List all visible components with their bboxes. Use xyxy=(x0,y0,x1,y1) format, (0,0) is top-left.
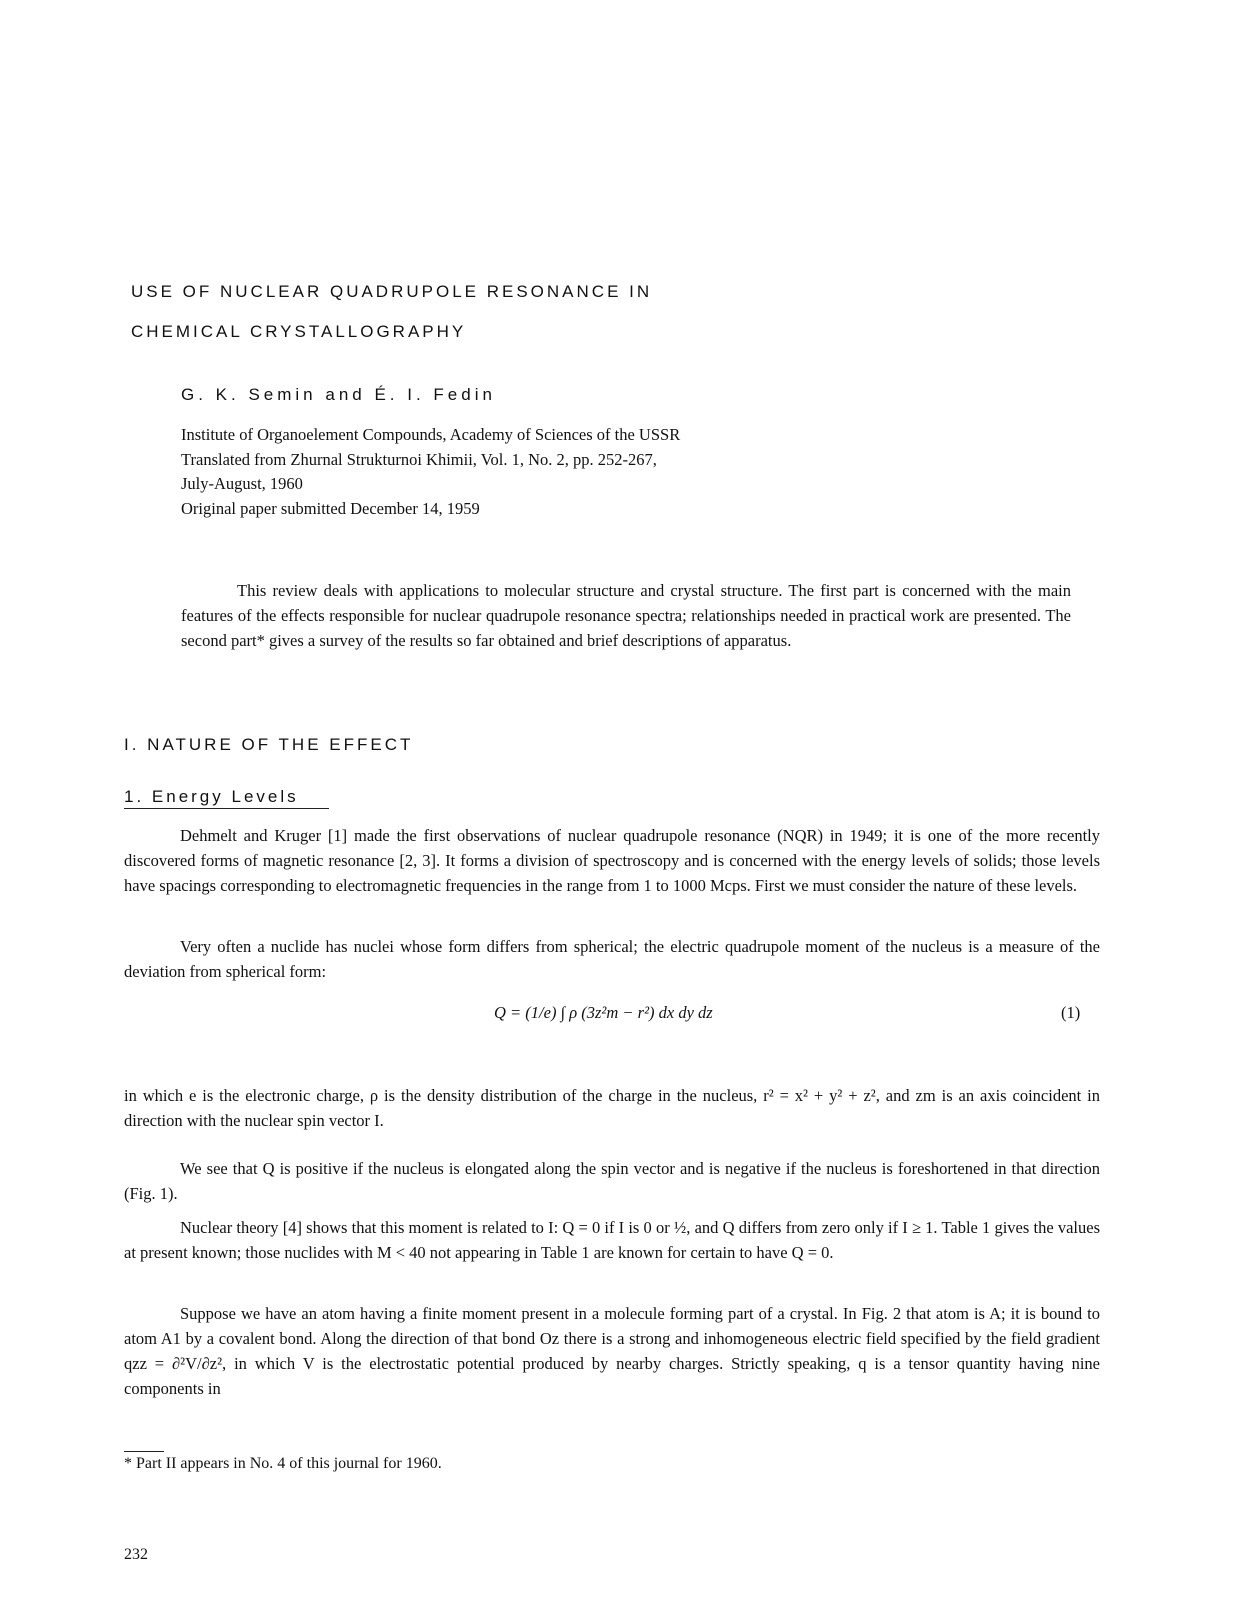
paragraph: Dehmelt and Kruger [1] made the first observations of nuclear quadrupole resonance (NQR) in 1949; it is one of the more recently discovered forms of magnetic resonance [2, 3]. It forms a division of spectroscopy and is concerned with the energy levels of solids; those levels have spacings corresponding to electromagnetic frequencies in the range from 1 to 1000 Mcps. First we must consider the nature of these levels. xyxy=(124,826,1100,895)
subsection-heading: 1. Energy Levels xyxy=(124,787,329,809)
paper-title-line-1: USE OF NUCLEAR QUADRUPOLE RESONANCE IN xyxy=(131,282,653,301)
affiliation-line: Translated from Zhurnal Strukturnoi Khimii, Vol. 1, No. 2, pp. 252-267, xyxy=(181,449,657,469)
paragraph: in which e is the electronic charge, ρ is the density distribution of the charge in the nucleus, r² = x² + y² + z², and zm is an axis coincident in direction with the nuclear spin vector I. xyxy=(124,1086,1100,1130)
paragraph: We see that Q is positive if the nucleus is elongated along the spin vector and is negative if the nucleus is foreshortened in that direction (Fig. 1). xyxy=(124,1159,1100,1203)
equation: Q = (1/e) ∫ ρ (3z²m − r²) dx dy dz xyxy=(494,1003,713,1022)
paragraph: Nuclear theory [4] shows that this moment is related to I: Q = 0 if I is 0 or ½, and Q differs from zero only if I ≥ 1. Table 1 gives the values at present known; those nuclides with M < 40 not appearing in Table 1 are known for certain to have Q = 0. xyxy=(124,1218,1100,1262)
affiliation-line: July-August, 1960 xyxy=(181,474,303,493)
affiliation-block xyxy=(181,423,680,521)
abstract: This review deals with applications to molecular structure and crystal structure. The first part is concerned with the main features of the effects responsible for nuclear quadrupole resonance spectra; relationships needed in practical work are presented. The second part* gives a survey of the results so far obtained and brief descriptions of apparatus. xyxy=(181,581,1071,650)
paragraph: Very often a nuclide has nuclei whose form differs from spherical; the electric quadrupole moment of the nucleus is a measure of the deviation from spherical form: xyxy=(124,937,1100,981)
page-number: 232 xyxy=(124,1546,148,1563)
paragraph: Suppose we have an atom having a finite moment present in a molecule forming part of a crystal. In Fig. 2 that atom is A; it is bound to atom A1 by a covalent bond. Along the direction of that bond Oz there is a strong and inhomogeneous electric field specified by the field gradient qzz = ∂²V/∂z², in which V is the electrostatic potential produced by nearby charges. Strictly speaking, q is a tensor quantity having nine components in xyxy=(124,1304,1100,1398)
affiliation-line: Original paper submitted December 14, 1959 xyxy=(181,498,480,518)
paper-title-line-2: CHEMICAL CRYSTALLOGRAPHY xyxy=(131,322,467,341)
section-heading: I. NATURE OF THE EFFECT xyxy=(124,735,414,754)
authors: G. K. Semin and É. I. Fedin xyxy=(181,385,496,404)
footnote-rule xyxy=(124,1451,164,1452)
equation-number: (1) xyxy=(1061,1003,1081,1022)
footnote: * Part II appears in No. 4 of this journal for 1960. xyxy=(124,1455,442,1472)
affiliation-line: Institute of Organoelement Compounds, Academy of Sciences of the USSR xyxy=(181,425,681,444)
